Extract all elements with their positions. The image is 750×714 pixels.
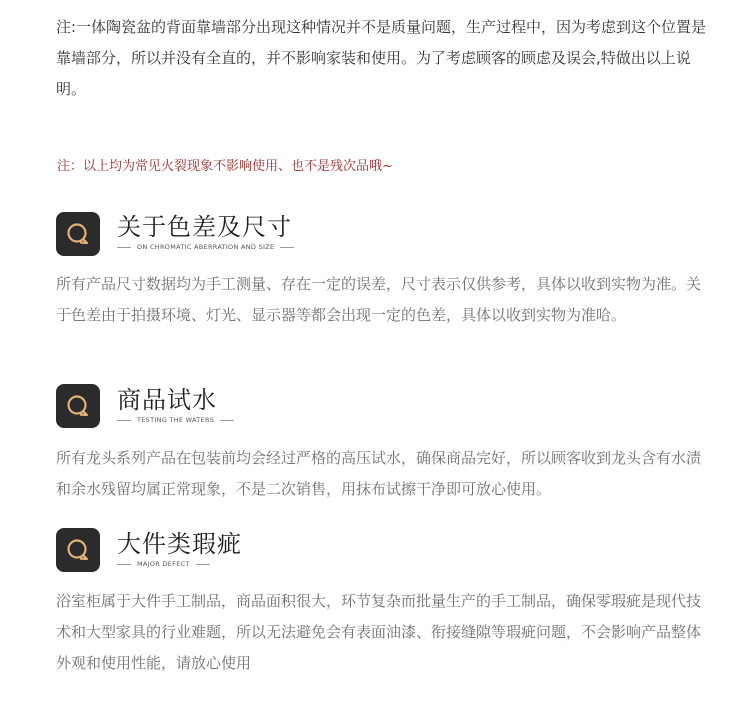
section-title: 关于色差及尺寸 (117, 213, 292, 241)
divider (280, 247, 294, 248)
section-body: 所有产品尺寸数据均为手工测量、存在一定的误差，尺寸表示仅供参考，具体以收到实物为准。关于色差由于拍摄环境、灯光、显示器等都会出现一定的色差，具体以收到实物为准哈。 (56, 275, 702, 324)
section-subtitle: ON CHROMATIC ABERRATION AND SIZE (137, 243, 275, 251)
search-chat-icon (56, 212, 100, 256)
divider (220, 420, 234, 421)
divider (196, 564, 210, 565)
section-subtitle-row (117, 415, 234, 425)
section-body: 浴室柜属于大件手工制品，商品面积很大，环节复杂而批量生产的手工制品，确保零瑕疵是现代技术和大型家具的行业难题，所以无法避免会有表面油漆、衔接缝隙等瑕疵问题，不会影响产品整体外观和使用性能，请放心使用 (56, 592, 702, 672)
search-chat-icon (56, 384, 100, 428)
section-title: 大件类瑕疵 (117, 530, 242, 558)
section-body: 所有龙头系列产品在包装前均会经过严格的高压试水，确保商品完好，所以顾客收到龙头含有水渍和余水残留均属正常现象，不是二次销售，用抹布试擦干净即可放心使用。 (56, 449, 702, 498)
section-subtitle-row (117, 242, 294, 252)
section-subtitle-row (117, 559, 210, 569)
section-subtitle: MAJOR DEFECT (137, 560, 190, 568)
section-subtitle: TESTING THE WATERS (137, 416, 215, 424)
search-chat-icon (56, 528, 100, 572)
divider (117, 247, 131, 248)
fire-crack-note: 注：以上均为常见火裂现象不影响使用、也不是残次品哦~ (57, 159, 393, 174)
section-title: 商品试水 (117, 386, 217, 414)
divider (117, 564, 131, 565)
divider (117, 420, 131, 421)
intro-note: 注:一体陶瓷盆的背面靠墙部分出现这种情况并不是质量问题，生产过程中，因为考虑到这个位置是靠墙部分，所以并没有全直的，并不影响家装和使用。为了考虑顾客的顾虑及误会,特做出以上说明。 (56, 18, 707, 98)
